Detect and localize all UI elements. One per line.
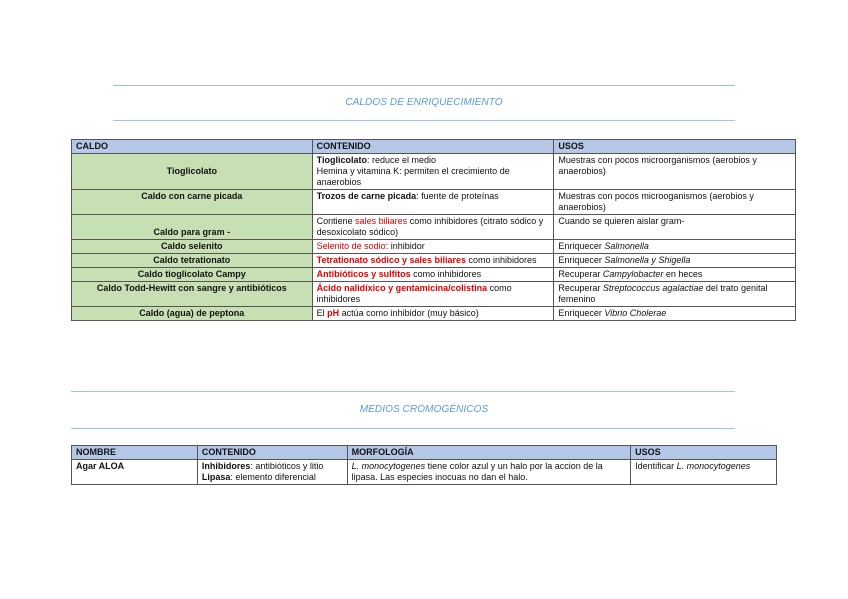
divider-bottom-1 — [113, 120, 735, 121]
contenido-highlight: pH — [327, 308, 340, 318]
usos-italic: Streptococcus agalactiae — [602, 283, 704, 293]
table-row — [72, 190, 796, 215]
contenido-text: como inhibidores (citrato sódico y desoxicolato sódico) — [316, 216, 544, 237]
table-row — [72, 215, 796, 240]
contenido-cell — [312, 254, 554, 268]
contenido-highlight: Selenito de sodio — [316, 241, 386, 251]
contenido-cell — [312, 307, 554, 321]
usos-italic: Salmonella — [604, 241, 649, 251]
section-title-medios: MEDIOS CROMOGÉNICOS — [359, 404, 489, 415]
contenido-text: : antibióticos y litio — [250, 461, 324, 471]
contenido-cell — [312, 282, 554, 307]
morfologia-cell — [347, 460, 631, 485]
usos-cell — [554, 282, 796, 307]
header-usos: USOS — [631, 446, 777, 460]
usos-text: del trato genital femenino — [558, 283, 768, 304]
usos-text: Enriquecer — [558, 255, 605, 265]
contenido-cell — [312, 268, 554, 282]
usos-cell — [554, 254, 796, 268]
contenido-cell — [312, 215, 554, 240]
usos-italic: Campylobacter — [602, 269, 664, 279]
contenido-cell — [197, 460, 347, 485]
divider-top-2 — [71, 391, 735, 392]
usos-italic: Salmonella y Shigella — [604, 255, 691, 265]
caldo-cell: Caldo tetrationato — [72, 254, 313, 268]
caldo-cell: Caldo selenito — [72, 240, 313, 254]
header-contenido: CONTENIDO — [197, 446, 347, 460]
caldo-cell: Caldo para gram - — [72, 215, 313, 240]
contenido-text: : inhibidor — [385, 241, 425, 251]
caldo-cell: Caldo Todd-Hewitt con sangre y antibióticos — [72, 282, 313, 307]
contenido-text: actúa como inhibidor (muy básico) — [339, 308, 479, 318]
contenido-text: El — [316, 308, 328, 318]
table-row — [72, 282, 796, 307]
usos-text: Identificar — [635, 461, 677, 471]
header-morfologia: MORFOLOGÍA — [347, 446, 631, 460]
table-row — [72, 268, 796, 282]
usos-italic: Vibrio Cholerae — [604, 308, 667, 318]
contenido-text: como inhibidores — [410, 269, 482, 279]
caldos-table — [71, 139, 796, 321]
table-row — [72, 254, 796, 268]
contenido-bold: Inhibidores — [201, 461, 251, 471]
contenido-cell — [312, 190, 554, 215]
usos-cell: Cuando se quieren aislar gram- — [554, 215, 796, 240]
divider-bottom-2 — [71, 428, 735, 429]
usos-cell: Muestras con pocos microoganismos (aerobios y anaerobios) — [554, 190, 796, 215]
contenido-cell — [312, 154, 554, 190]
morfologia-italic: L. monocytogenes — [351, 461, 426, 471]
contenido-text: como inhibidores — [466, 255, 537, 265]
usos-text: en heces — [663, 269, 703, 279]
header-nombre: NOMBRE — [72, 446, 198, 460]
usos-text: Recuperar — [558, 283, 603, 293]
usos-italic: L. monocytogenes — [676, 461, 751, 471]
header-caldo: CALDO — [72, 140, 313, 154]
header-usos: USOS — [554, 140, 796, 154]
usos-cell — [554, 307, 796, 321]
usos-cell — [631, 460, 777, 485]
caldo-cell: Caldo tioglicolato Campy — [72, 268, 313, 282]
contenido-bold: Lipasa — [201, 472, 231, 482]
header-contenido: CONTENIDO — [312, 140, 554, 154]
contenido-text: Hemina y vitamina K: permiten el crecimiento de anaerobios — [316, 166, 510, 187]
divider-top-1 — [113, 85, 735, 86]
caldo-cell: Tioglicolato — [72, 154, 313, 190]
usos-text: Enriquecer — [558, 241, 605, 251]
contenido-cell — [312, 240, 554, 254]
usos-text: Enriquecer — [558, 308, 605, 318]
usos-cell: Muestras con pocos microorganismos (aerobios y anaerobios) — [554, 154, 796, 190]
nombre-cell: Agar ALOA — [72, 460, 198, 485]
section-title-caldos: CALDOS DE ENRIQUECIMIENTO — [345, 97, 503, 108]
usos-cell — [554, 268, 796, 282]
contenido-text: como inhibidores — [316, 283, 512, 304]
contenido-highlight: Ácido nalidíxico y gentamicina/colistina — [316, 283, 488, 293]
contenido-bold: Tioglicolato — [316, 155, 367, 165]
morfologia-text: tiene color azul y un halo por la accion de la lipasa. Las especies inocuas no dan el halo. — [351, 461, 603, 482]
contenido-text: Contiene — [316, 216, 356, 226]
table-header-row — [72, 140, 796, 154]
contenido-highlight: Antibióticos y sulfitos — [316, 269, 411, 279]
table-row — [72, 307, 796, 321]
table-row — [72, 460, 777, 485]
table-row — [72, 154, 796, 190]
caldo-cell: Caldo (agua) de peptona — [72, 307, 313, 321]
contenido-highlight: sales biliares — [355, 216, 408, 226]
usos-text: Recuperar — [558, 269, 603, 279]
caldo-cell: Caldo con carne picada — [72, 190, 313, 215]
contenido-highlight: Tetrationato sódico y sales biliares — [316, 255, 467, 265]
contenido-text: : reduce el medio — [366, 155, 437, 165]
contenido-bold: Trozos de carne picada — [316, 191, 417, 201]
table-header-row — [72, 446, 777, 460]
contenido-text: : fuente de proteínas — [416, 191, 499, 201]
medios-table — [71, 445, 777, 485]
table-row — [72, 240, 796, 254]
usos-cell — [554, 240, 796, 254]
contenido-text: : elemento diferencial — [230, 472, 316, 482]
